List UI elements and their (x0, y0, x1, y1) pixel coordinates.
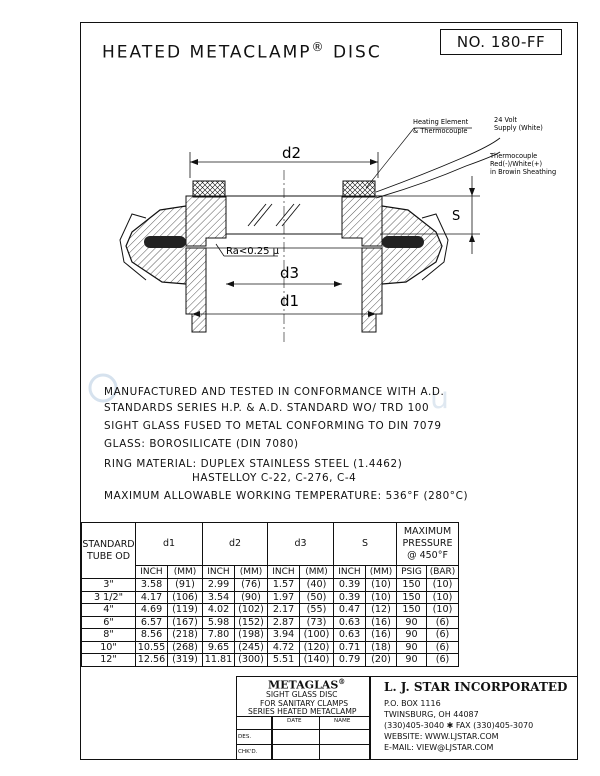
company-website: WEBSITE: WWW.LJSTAR.COM (384, 732, 499, 741)
unit-mm: (MM) (366, 566, 397, 579)
table-cell: 5.51 (268, 654, 300, 667)
title-text: HEATED METACLAMP (102, 42, 312, 63)
table-cell: 1.97 (268, 591, 300, 604)
table-cell: (50) (300, 591, 334, 604)
table-cell: (16) (366, 629, 397, 642)
spec-line-4: GLASS: BOROSILICATE (DIN 7080) (104, 438, 299, 450)
table-cell: 9.65 (203, 641, 235, 654)
table-cell: 150 (397, 591, 427, 604)
unit-psig: PSIG (397, 566, 427, 579)
callout-tc-3: in Browin Sheathing (490, 168, 557, 176)
name-header: NAME (334, 718, 351, 724)
table-cell: 12.56 (136, 654, 168, 667)
table-cell: (10) (427, 604, 459, 617)
table-cell: 2.99 (203, 579, 235, 592)
table-cell: 0.39 (334, 591, 366, 604)
unit-mm: (MM) (168, 566, 203, 579)
spec-line-2: STANDARDS SERIES H.P. & A.D. STANDARD WO/ TRD 100 (104, 402, 430, 414)
designer-label: DES. (238, 734, 252, 740)
table-cell: 0.79 (334, 654, 366, 667)
heating-callout-leader (366, 128, 472, 188)
surface-finish-label: Ra<0.25 μ (226, 246, 280, 257)
table-cell: 90 (397, 654, 427, 667)
table-row (82, 604, 459, 617)
desc-line-2: FOR SANITARY CLAMPS (260, 699, 349, 708)
table-cell: 150 (397, 604, 427, 617)
header-max-pressure: MAXIMUM PRESSURE @ 450°F (397, 523, 459, 566)
table-cell: 90 (397, 616, 427, 629)
unit-mm: (MM) (235, 566, 268, 579)
heating-element-right (343, 181, 375, 197)
drawing-number: NO. 180-FF (440, 29, 562, 55)
table-cell: 0.47 (334, 604, 366, 617)
table-cell: (73) (300, 616, 334, 629)
spec-line-7: MAXIMUM ALLOWABLE WORKING TEMPERATURE: 536°F (280°C) (104, 490, 469, 502)
table-cell: (198) (235, 629, 268, 642)
table-cell: 7.80 (203, 629, 235, 642)
unit-inch: INCH (136, 566, 168, 579)
table-cell: 3.58 (136, 579, 168, 592)
ferrule-right (362, 248, 382, 332)
company-name: L. J. STAR INCORPORATED (384, 680, 568, 694)
d1-label: d1 (280, 292, 300, 310)
unit-inch: INCH (334, 566, 366, 579)
table-cell: 5.98 (203, 616, 235, 629)
d3-label: d3 (280, 264, 300, 282)
table-cell: 0.39 (334, 579, 366, 592)
table-cell: 4.69 (136, 604, 168, 617)
table-cell: (10) (427, 591, 459, 604)
table-cell: 3.94 (268, 629, 300, 642)
table-cell: (140) (300, 654, 334, 667)
callout-heating: Heating Element (413, 118, 469, 126)
title-suffix: DISC (332, 42, 382, 63)
table-cell: (6) (427, 629, 459, 642)
gasket-left (144, 236, 186, 248)
supply-wire (376, 138, 500, 192)
table-cell: 3" (82, 579, 136, 592)
table-cell: 10" (82, 641, 136, 654)
callout-thermocouple: & Thermocouple (413, 127, 468, 135)
registered-mark: ® (311, 40, 326, 54)
table-cell: 4.02 (203, 604, 235, 617)
table-cell: (268) (168, 641, 203, 654)
watermark-text: u (430, 381, 450, 416)
company-address-1: P.O. BOX 1116 (384, 699, 441, 708)
unit-inch: INCH (203, 566, 235, 579)
table-cell: (6) (427, 641, 459, 654)
checked-label: CHK'D. (238, 749, 258, 755)
spec-line-6: HASTELLOY C-22, C-276, C-4 (192, 472, 357, 484)
unit-inch: INCH (268, 566, 300, 579)
table-cell: 0.63 (334, 616, 366, 629)
table-cell: (6) (427, 654, 459, 667)
callout-tc-1: Thermocouple (490, 152, 538, 160)
table-cell: 8.56 (136, 629, 168, 642)
table-cell: 4.17 (136, 591, 168, 604)
table-cell: (18) (366, 641, 397, 654)
table-row (82, 654, 459, 667)
dimension-table (81, 522, 459, 667)
table-cell: (76) (235, 579, 268, 592)
table-cell: (6) (427, 616, 459, 629)
table-cell: (100) (300, 629, 334, 642)
table-cell: 1.57 (268, 579, 300, 592)
header-d2: d2 (203, 523, 268, 566)
table-cell: (90) (235, 591, 268, 604)
brand-name: METAGLAS® (268, 677, 346, 692)
d2-label: d2 (282, 144, 302, 162)
table-row (82, 641, 459, 654)
ring-body-left (186, 196, 226, 246)
unit-mm: (MM) (300, 566, 334, 579)
ring-body-right (342, 196, 382, 246)
table-cell: (106) (168, 591, 203, 604)
table-cell: 150 (397, 579, 427, 592)
spec-line-3: SIGHT GLASS FUSED TO METAL CONFORMING TO DIN 7079 (104, 420, 442, 432)
spec-line-1: MANUFACTURED AND TESTED IN CONFORMANCE WITH A.D. (104, 386, 445, 398)
date-header: DATE (287, 718, 302, 724)
table-cell: (319) (168, 654, 203, 667)
table-cell: 12" (82, 654, 136, 667)
table-cell: (167) (168, 616, 203, 629)
table-cell: (55) (300, 604, 334, 617)
company-email: E-MAIL: VIEW@LJSTAR.COM (384, 743, 494, 752)
table-cell: 6.57 (136, 616, 168, 629)
unit-bar: (BAR) (427, 566, 459, 579)
table-cell: (300) (235, 654, 268, 667)
header-tube-od: STANDARD TUBE OD (82, 523, 136, 579)
table-cell: (152) (235, 616, 268, 629)
table-cell: (102) (235, 604, 268, 617)
table-cell: (119) (168, 604, 203, 617)
table-row (82, 591, 459, 604)
table-cell: (40) (300, 579, 334, 592)
header-s: S (334, 523, 397, 566)
thermocouple-wire (376, 152, 500, 198)
table-cell: 0.71 (334, 641, 366, 654)
table-cell: 2.17 (268, 604, 300, 617)
desc-line-3: SERIES HEATED METACLAMP (248, 707, 357, 716)
table-cell: (120) (300, 641, 334, 654)
gasket-right (382, 236, 424, 248)
table-cell: 0.63 (334, 629, 366, 642)
table-cell: 90 (397, 641, 427, 654)
table-cell: (245) (235, 641, 268, 654)
heating-element-left (193, 181, 225, 197)
table-cell: (12) (366, 604, 397, 617)
desc-line-1: SIGHT GLASS DISC (266, 690, 338, 699)
table-cell: 8" (82, 629, 136, 642)
header-d3: d3 (268, 523, 334, 566)
company-phone: (330)405-3040 ✱ FAX (330)405-3070 (384, 721, 534, 730)
callout-supply-1: 24 Volt (494, 116, 517, 124)
table-cell: (16) (366, 616, 397, 629)
callout-tc-2: Red(-)/White(+) (490, 160, 543, 168)
table-cell: (91) (168, 579, 203, 592)
table-row (82, 579, 459, 592)
dimension-table-body (82, 579, 459, 667)
table-cell: (10) (427, 579, 459, 592)
company-address-2: TWINSBURG, OH 44087 (384, 710, 479, 719)
table-cell: 90 (397, 629, 427, 642)
table-cell: 11.81 (203, 654, 235, 667)
spec-line-5: RING MATERIAL: DUPLEX STAINLESS STEEL (1.4462) (104, 458, 403, 470)
table-cell: (10) (366, 591, 397, 604)
header-d1: d1 (136, 523, 203, 566)
table-cell: 3.54 (203, 591, 235, 604)
s-label: S (452, 209, 461, 224)
table-row (82, 629, 459, 642)
table-cell: (20) (366, 654, 397, 667)
table-cell: 3 1/2" (82, 591, 136, 604)
ferrule-left (186, 248, 206, 332)
table-cell: (218) (168, 629, 203, 642)
table-row (82, 616, 459, 629)
table-cell: (10) (366, 579, 397, 592)
table-cell: 4" (82, 604, 136, 617)
table-cell: 10.55 (136, 641, 168, 654)
table-cell: 2.87 (268, 616, 300, 629)
table-cell: 4.72 (268, 641, 300, 654)
callout-supply-2: Supply (White) (494, 124, 543, 132)
table-cell: 6" (82, 616, 136, 629)
